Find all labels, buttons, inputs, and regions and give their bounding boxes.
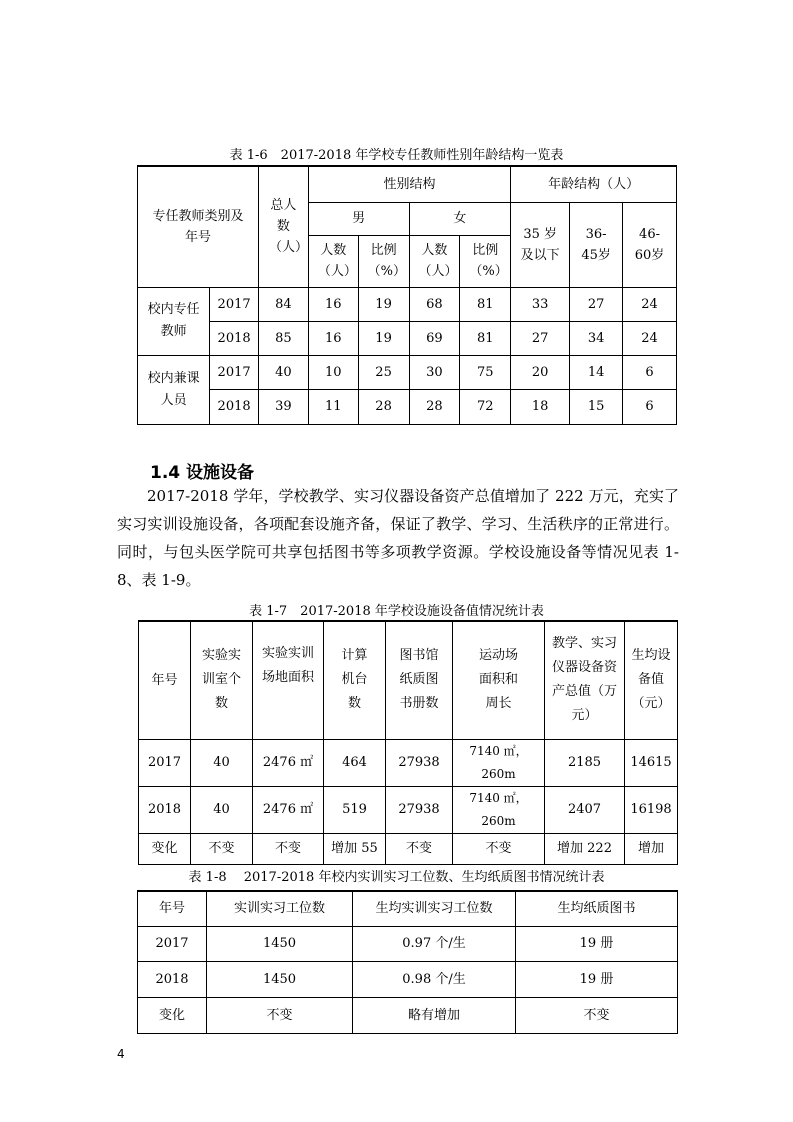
header-equipment-value: 教学、实习仪器设备资产总值（万元） xyxy=(545,621,625,739)
cell: 增加 xyxy=(625,833,678,864)
table-row xyxy=(138,926,678,961)
section-heading: 1.4 设施设备 xyxy=(150,463,255,483)
header-male-count: 人数（人） xyxy=(308,235,358,287)
table-row xyxy=(139,786,678,833)
cell: 不变 xyxy=(191,833,253,864)
header-lab-count: 实验实训室个数 xyxy=(191,621,253,739)
cell: 6 xyxy=(623,355,677,389)
table-row xyxy=(138,321,677,355)
cell: 14615 xyxy=(625,739,678,786)
cell: 6 xyxy=(623,389,677,424)
header-year: 年号 xyxy=(138,891,207,926)
header-workstations: 实训实习工位数 xyxy=(207,891,353,926)
header-male-ratio: 比例（%） xyxy=(358,235,409,287)
header-computers: 计算机台数 xyxy=(324,621,386,739)
cell: 1450 xyxy=(207,926,353,961)
cell: 75 xyxy=(460,355,511,389)
cell: 7140 ㎡，260m xyxy=(453,739,545,786)
header-age1: 35 岁及以下 xyxy=(511,202,570,287)
cell: 14 xyxy=(570,355,623,389)
cell: 变化 xyxy=(138,997,207,1033)
cell: 34 xyxy=(570,321,623,355)
table-1-8 xyxy=(137,890,678,1034)
cell: 81 xyxy=(460,321,511,355)
cell: 33 xyxy=(511,287,570,321)
cell: 18 xyxy=(511,389,570,424)
header-books: 图书馆纸质图书册数 xyxy=(386,621,453,739)
header-workstations-per-student: 生均实训实习工位数 xyxy=(353,891,516,926)
cell: 30 xyxy=(409,355,460,389)
header-female-count: 人数（人） xyxy=(409,235,460,287)
cell: 2476 ㎡ xyxy=(253,786,324,833)
cell: 19 xyxy=(358,287,409,321)
cell: 不变 xyxy=(253,833,324,864)
cell: 不变 xyxy=(516,997,678,1033)
header-lab-area: 实验实训场地面积 xyxy=(253,621,324,739)
cell: 16 xyxy=(308,321,358,355)
header-books-per-student: 生均纸质图书 xyxy=(516,891,678,926)
cell: 24 xyxy=(623,287,677,321)
cell: 不变 xyxy=(453,833,545,864)
cell: 69 xyxy=(409,321,460,355)
cell: 变化 xyxy=(139,833,191,864)
table-row xyxy=(139,739,678,786)
cell: 1450 xyxy=(207,961,353,997)
cell: 68 xyxy=(409,287,460,321)
cell: 2018 xyxy=(210,321,259,355)
cell: 40 xyxy=(191,786,253,833)
cell: 10 xyxy=(308,355,358,389)
cell: 不变 xyxy=(386,833,453,864)
cell: 72 xyxy=(460,389,511,424)
cell: 20 xyxy=(511,355,570,389)
table-row xyxy=(139,833,678,864)
cell: 2407 xyxy=(545,786,625,833)
cell: 27938 xyxy=(386,739,453,786)
table-row xyxy=(138,997,678,1033)
header-gender: 性别结构 xyxy=(308,166,510,202)
cell: 25 xyxy=(358,355,409,389)
header-male: 男 xyxy=(308,202,409,235)
cell: 81 xyxy=(460,287,511,321)
cell: 0.98 个/生 xyxy=(353,961,516,997)
table-row xyxy=(138,287,677,321)
table-1-6 xyxy=(137,165,677,425)
cell: 2017 xyxy=(139,739,191,786)
header-age3: 46-60岁 xyxy=(623,202,677,287)
cell: 2017 xyxy=(210,355,259,389)
table-row xyxy=(138,389,677,424)
cell: 28 xyxy=(409,389,460,424)
cell: 40 xyxy=(191,739,253,786)
cell: 19 册 xyxy=(516,961,678,997)
cell: 19 册 xyxy=(516,926,678,961)
cell: 2185 xyxy=(545,739,625,786)
cell: 519 xyxy=(324,786,386,833)
cell: 增加 55 xyxy=(324,833,386,864)
table-1-7-caption: 表 1-7 2017-2018 年学校设施设备值情况统计表 xyxy=(249,604,544,619)
table-row xyxy=(138,355,677,389)
table-1-7 xyxy=(138,620,678,865)
table-row xyxy=(138,961,678,997)
cell: 28 xyxy=(358,389,409,424)
cell: 2476 ㎡ xyxy=(253,739,324,786)
cell: 84 xyxy=(259,287,309,321)
cell: 2018 xyxy=(139,786,191,833)
cell: 464 xyxy=(324,739,386,786)
header-age2: 36-45岁 xyxy=(570,202,623,287)
cell: 2017 xyxy=(138,926,207,961)
cell: 27 xyxy=(511,321,570,355)
cell: 15 xyxy=(570,389,623,424)
header-per-student: 生均设备值（元） xyxy=(625,621,678,739)
cell: 85 xyxy=(259,321,309,355)
header-sports-field: 运动场面积和周长 xyxy=(453,621,545,739)
table-1-8-caption: 表 1-8 2017-2018 年校内实训实习工位数、生均纸质图书情况统计表 xyxy=(188,870,605,885)
table-1-6-caption: 表 1-6 2017-2018 年学校专任教师性别年龄结构一览表 xyxy=(229,148,564,163)
section-paragraph: 2017-2018 学年，学校教学、实习仪器设备资产总值增加了 222 万元，充实了实习实训设施设备，各项配套设施齐备，保证了教学、学习、生活秩序的正常进行。同时，与包头医学院可共享包括图书等多项教学资源。学校设施设备等情况见表 1-8、表 1-9。 xyxy=(117,487,679,589)
page-number: 4 xyxy=(117,1047,125,1061)
header-year: 年号 xyxy=(139,621,191,739)
header-female: 女 xyxy=(409,202,511,235)
header-female-ratio: 比例（%） xyxy=(460,235,511,287)
cell: 24 xyxy=(623,321,677,355)
cell: 0.97 个/生 xyxy=(353,926,516,961)
cell: 11 xyxy=(308,389,358,424)
cell: 16 xyxy=(308,287,358,321)
cell: 2017 xyxy=(210,287,259,321)
header-age: 年龄结构（人） xyxy=(511,166,677,202)
cell: 增加 222 xyxy=(545,833,625,864)
cell: 略有增加 xyxy=(353,997,516,1033)
cell: 2018 xyxy=(210,389,259,424)
cell: 40 xyxy=(259,355,309,389)
cell: 7140 ㎡，260m xyxy=(453,786,545,833)
cell: 27938 xyxy=(386,786,453,833)
header-total: 总人数（人） xyxy=(259,166,309,287)
cell: 2018 xyxy=(138,961,207,997)
cell: 27 xyxy=(570,287,623,321)
group-label: 校内兼课人员 xyxy=(138,355,210,424)
header-category: 专任教师类别及年号 xyxy=(138,166,259,287)
cell: 39 xyxy=(259,389,309,424)
group-label: 校内专任教师 xyxy=(138,287,210,355)
cell: 16198 xyxy=(625,786,678,833)
cell: 不变 xyxy=(207,997,353,1033)
cell: 19 xyxy=(358,321,409,355)
